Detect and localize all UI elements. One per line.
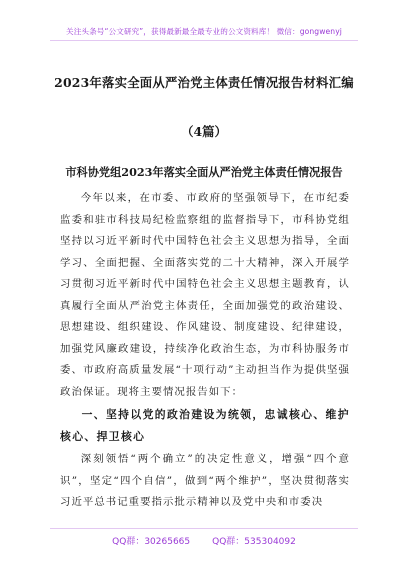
heading-level-1: 一、坚持以党的政治建设为统领，忠诚核心、维护核心、捍卫核心 <box>60 408 350 443</box>
footer-qq-group-2: QQ群：535304092 <box>212 537 296 547</box>
header-divider <box>50 40 358 41</box>
section-title: 市科协党组2023年落实全面从严治党主体责任情况报告 <box>65 165 343 179</box>
document-subtitle: （4篇） <box>181 124 227 139</box>
body-paragraph-2: 深刻领悟“两个确立”的决定性意义，增强“四个意识”，坚定“四个自信”，做到“两个维护”，坚决贯彻落实习近平总书记重要指示批示精神以及党中央和市委决 <box>60 453 350 508</box>
footer-divider <box>50 528 358 529</box>
header-note: 关注头条号“公文研究”，获得最新最全最专业的公文资料库！ 微信：gongwenyj <box>66 27 342 36</box>
footer <box>0 534 408 547</box>
footer-qq-group-1: QQ群：30265665 <box>112 537 191 547</box>
document-title: 2023年落实全面从严治党主体责任情况报告材料汇编 <box>54 75 354 90</box>
body-paragraph-1: 今年以来，在市委、市政府的坚强领导下，在市纪委监委和驻市科技局纪检监察组的监督指导下，市科协党组坚持以习近平新时代中国特色社会主义思想为指导，全面学习、全面把握、全面落实党的二十大精神，深入开展学习贯彻习近平新时代中国特色社会主义思想主题教育，认真履行全面从严治党主体责任，全面加强党的政治建设、思想建设、组织建设、作风建设、制度建设、纪律建设，加强党风廉政建设，持续净化政治生态，为市科协服务市委、市政府高质量发展“十项行动”主动担当作为提供坚强政治保证。现将主要情况报告如下： <box>60 192 350 398</box>
